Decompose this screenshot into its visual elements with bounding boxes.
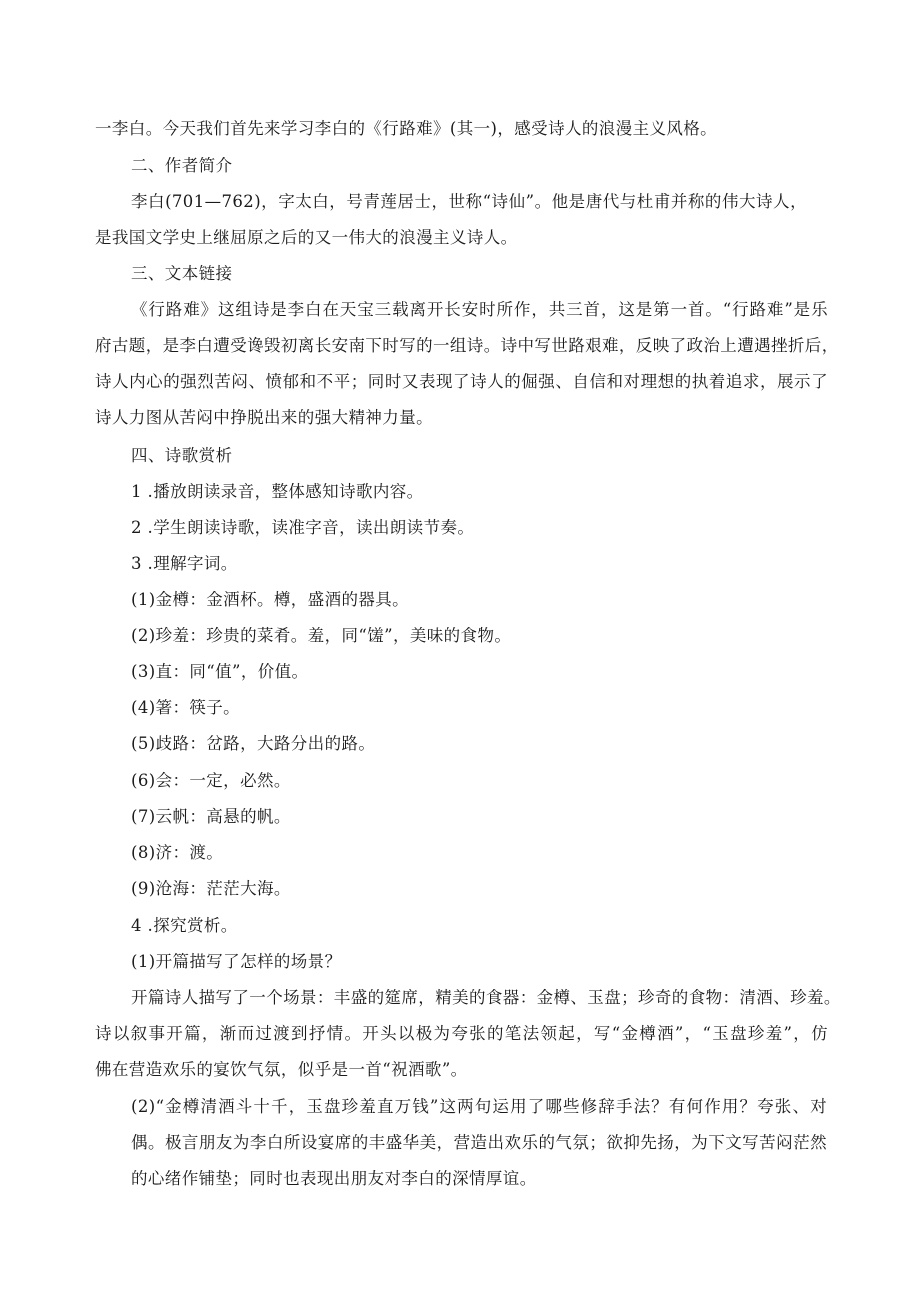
section-heading-appreciation: 四、诗歌赏析 — [131, 446, 233, 465]
question-2-line-2: 偶。极言朋友为李白所设宴席的丰盛华美，营造出欢乐的气氛；欲抑先扬，为下文写苦闷茫然 — [131, 1133, 827, 1152]
intro-line: 一李白。今天我们首先来学习李白的《行路难》(其一)，感受诗人的浪漫主义风格。 — [95, 119, 718, 138]
question-2-line-1: (2)“金樽清酒斗十千，玉盘珍羞直万钱”这两句运用了哪些修辞手法？有何作用？夸张、对 — [131, 1097, 827, 1116]
text-link-line-4: 诗人力图从苦闷中挣脱出来的强大精神力量。 — [95, 408, 433, 427]
gloss-7: (7)云帆：高悬的帆。 — [131, 807, 291, 826]
gloss-5: (5)歧路：岔路，大路分出的路。 — [131, 734, 376, 753]
answer-1-line-2: 诗以叙事开篇，渐而过渡到抒情。开头以极为夸张的笔法领起，写“金樽酒”，“玉盘珍羞”，仿 — [95, 1024, 828, 1043]
text-link-line-2: 府古题，是李白遭受谗毁初离长安南下时写的一组诗。诗中写世路艰难，反映了政治上遭遇挫折后， — [95, 336, 839, 355]
gloss-8: (8)济：渡。 — [131, 843, 224, 862]
step-3: 3 .理解字词。 — [131, 554, 238, 573]
gloss-9: (9)沧海：茫茫大海。 — [131, 879, 291, 898]
gloss-4: (4)箸：筷子。 — [131, 698, 241, 717]
gloss-2: (2)珍羞：珍贵的菜肴。羞，同“馐”，美味的食物。 — [131, 626, 512, 645]
step-4: 4 .探究赏析。 — [131, 916, 238, 935]
question-1: (1)开篇描写了怎样的场景？ — [131, 952, 342, 971]
gloss-6: (6)会：一定，必然。 — [131, 771, 291, 790]
gloss-3: (3)直：同“值”，价值。 — [131, 662, 309, 681]
section-heading-author: 二、作者简介 — [131, 156, 233, 175]
text-link-line-3: 诗人内心的强烈苦闷、愤郁和不平；同时又表现了诗人的倔强、自信和对理想的执着追求，展示了 — [95, 372, 828, 391]
question-2-line-3: 的心绪作铺垫；同时也表现出朋友对李白的深情厚谊。 — [131, 1169, 537, 1188]
author-intro-line-1: 李白(701—762)，字太白，号青莲居士，世称“诗仙”。他是唐代与杜甫并称的伟大诗人， — [131, 192, 807, 211]
author-intro-line-2: 是我国文学史上继屈原之后的又一伟大的浪漫主义诗人。 — [95, 228, 518, 247]
answer-1-line-3: 佛在营造欢乐的宴饮气氛，似乎是一首“祝酒歌”。 — [95, 1060, 468, 1079]
section-heading-text-link: 三、文本链接 — [131, 264, 233, 283]
answer-1-line-1: 开篇诗人描写了一个场景：丰盛的筵席，精美的食器：金樽、玉盘；珍奇的食物：清酒、珍羞。 — [131, 988, 841, 1007]
text-link-line-1: 《行路难》这组诗是李白在天宝三载离开长安时所作，共三首，这是第一首。“行路难”是乐 — [131, 300, 828, 319]
gloss-1: (1)金樽：金酒杯。樽，盛酒的器具。 — [131, 590, 410, 609]
step-2: 2 .学生朗读诗歌，读准字音，读出朗读节奏。 — [131, 518, 475, 537]
step-1: 1 .播放朗读录音，整体感知诗歌内容。 — [131, 482, 424, 501]
